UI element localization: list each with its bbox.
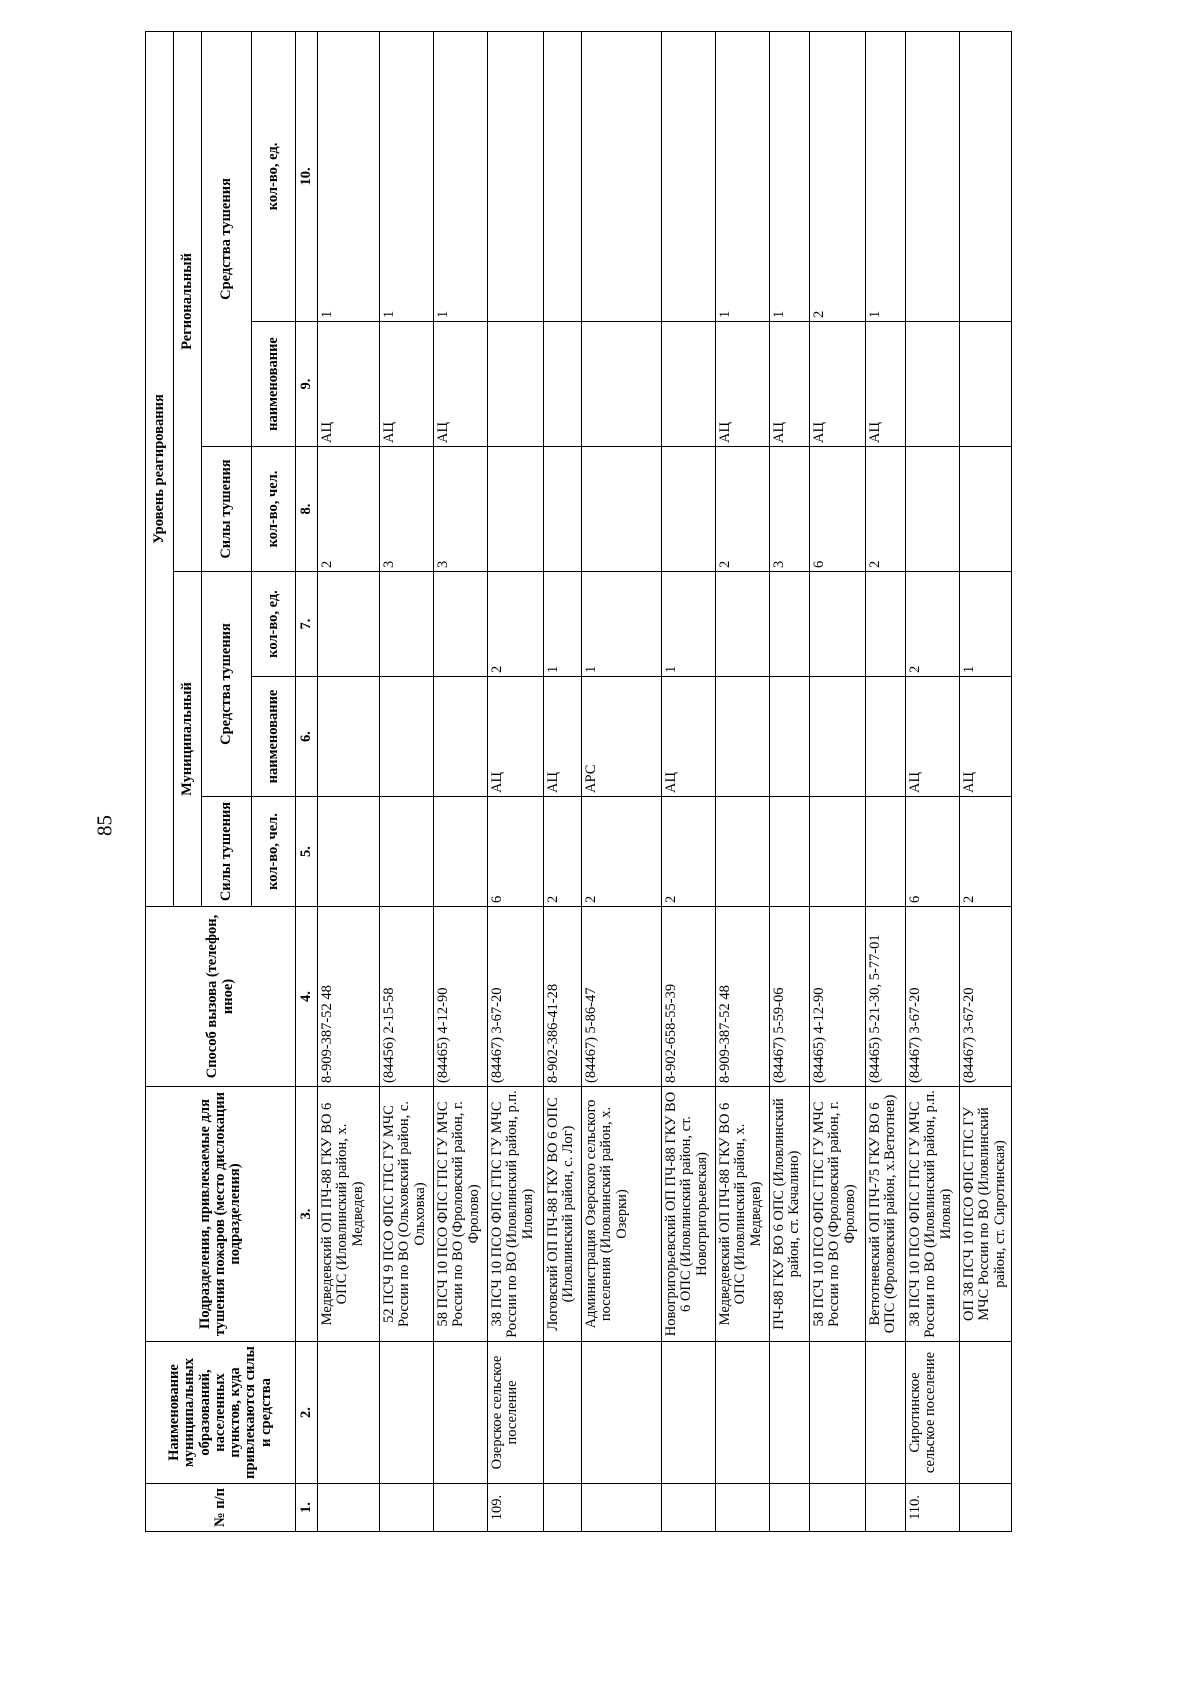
regional-means-name: АЦ (810, 322, 866, 447)
municipal-means-name: АЦ (662, 677, 716, 797)
table-row (906, 31, 960, 1531)
call-phone: (84467) 5-59-06 (770, 907, 810, 1087)
regional-means-name: АЦ (770, 322, 810, 447)
regional-forces (582, 447, 662, 572)
call-phone: (84465) 5-21-30, 5-77-01 (866, 907, 906, 1087)
row-number (866, 1484, 906, 1532)
municipal-means-name: АРС (582, 677, 662, 797)
unit-name: Администрация Озерского сельского поселения (Иловлинский район, х. Озерки) (582, 1087, 662, 1342)
municipal-forces (318, 797, 380, 907)
table-row (488, 31, 544, 1531)
regional-means-count (662, 31, 716, 321)
regional-means-count: 1 (318, 31, 380, 321)
regional-means-name: АЦ (380, 322, 434, 447)
table-body (318, 31, 1012, 1531)
col-number: 5. (296, 797, 318, 907)
header-regional-means: Средства тушения (202, 31, 252, 446)
row-number (662, 1484, 716, 1532)
regional-means-name (906, 322, 960, 447)
municipal-means-name (318, 677, 380, 797)
municipality-name (716, 1342, 770, 1484)
row-number: 110. (906, 1484, 960, 1532)
regional-means-count (544, 31, 582, 321)
table-row (582, 31, 662, 1531)
municipal-forces (716, 797, 770, 907)
table-row (544, 31, 582, 1531)
page-number: 85 (92, 815, 117, 836)
header-municipality: Наименование муниципальных образований, населенных пунктов, куда привлекаются силы и средства (146, 1342, 296, 1484)
call-phone: (84465) 4-12-90 (810, 907, 866, 1087)
unit-name: 38 ПСЧ 10 ПСО ФПС ГПС ГУ МЧС России по ВО (Иловлинский район, р.п. Иловля) (488, 1087, 544, 1342)
call-phone: 8-909-387-52 48 (716, 907, 770, 1087)
col-number: 4. (296, 907, 318, 1087)
municipal-means-name: АЦ (960, 677, 1012, 797)
header-regional-forces: Силы тушения (202, 447, 252, 572)
municipality-name (318, 1342, 380, 1484)
unit-name: 52 ПСЧ 9 ПСО ФПС ГПС ГУ МЧС России по ВО (Ольховский район, с. Ольховка) (380, 1087, 434, 1342)
unit-name: 58 ПСЧ 10 ПСО ФПС ГПС ГУ МЧС России по ВО (Фроловский район, г. Фролово) (434, 1087, 488, 1342)
regional-means-name: АЦ (716, 322, 770, 447)
municipality-name (380, 1342, 434, 1484)
regional-means-name: АЦ (434, 322, 488, 447)
municipal-means-count (866, 572, 906, 677)
municipal-means-count: 1 (662, 572, 716, 677)
regional-means-count: 1 (716, 31, 770, 321)
header-call: Способ вызова (телефон, иное) (146, 907, 296, 1087)
regional-forces (662, 447, 716, 572)
response-table (145, 31, 1012, 1532)
municipal-means-count: 1 (960, 572, 1012, 677)
table-row (662, 31, 716, 1531)
row-number (318, 1484, 380, 1532)
regional-means-count: 2 (810, 31, 866, 321)
col-number: 2. (296, 1342, 318, 1484)
col-number: 6. (296, 677, 318, 797)
header-regional: Региональный (174, 31, 202, 571)
municipal-means-name: АЦ (488, 677, 544, 797)
regional-means-count (906, 31, 960, 321)
municipal-forces: 2 (582, 797, 662, 907)
regional-forces: 6 (810, 447, 866, 572)
regional-forces (544, 447, 582, 572)
row-number (810, 1484, 866, 1532)
municipal-forces: 2 (662, 797, 716, 907)
unit-name: 58 ПСЧ 10 ПСО ФПС ГПС ГУ МЧС России по ВО (Фроловский район, г. Фролово) (810, 1087, 866, 1342)
municipal-means-name (770, 677, 810, 797)
header-m-name: наименование (252, 677, 296, 797)
municipal-forces: 6 (488, 797, 544, 907)
municipality-name (582, 1342, 662, 1484)
municipal-means-count: 1 (582, 572, 662, 677)
call-phone: (84467) 3-67-20 (906, 907, 960, 1087)
municipality-name (960, 1342, 1012, 1484)
header-units: Подразделения, привлекаемые для тушения пожаров (место дислокации подразделения) (146, 1087, 296, 1342)
regional-forces (960, 447, 1012, 572)
regional-means-count: 1 (866, 31, 906, 321)
unit-name: Медведевский ОП ПЧ-88 ГКУ ВО 6 ОПС (Иловлинский район, х. Медведев) (318, 1087, 380, 1342)
municipality-name: Сиротинское сельское поселение (906, 1342, 960, 1484)
regional-forces: 3 (770, 447, 810, 572)
municipal-forces: 6 (906, 797, 960, 907)
regional-means-count (488, 31, 544, 321)
row-number (380, 1484, 434, 1532)
call-phone: 8-902-386-41-28 (544, 907, 582, 1087)
municipality-name: Озерское сельское поселение (488, 1342, 544, 1484)
regional-forces: 2 (866, 447, 906, 572)
municipal-means-name: АЦ (906, 677, 960, 797)
col-number: 10. (296, 31, 318, 321)
unit-name: ОП 38 ПСЧ 10 ПСО ФПС ГПС ГУ МЧС России по ВО (Иловлинский район, ст. Сиротинская) (960, 1087, 1012, 1342)
row-number (544, 1484, 582, 1532)
call-phone: 8-902-658-55-39 (662, 907, 716, 1087)
regional-means-name (544, 322, 582, 447)
header-level: Уровень реагирования (146, 31, 174, 906)
call-phone: (84467) 5-86-47 (582, 907, 662, 1087)
header-r-name: наименование (252, 322, 296, 447)
municipal-forces (380, 797, 434, 907)
municipality-name (544, 1342, 582, 1484)
header-municipal: Муниципальный (174, 572, 202, 907)
call-phone: (84456) 2-15-58 (380, 907, 434, 1087)
municipal-means-count (318, 572, 380, 677)
table-row (960, 31, 1012, 1531)
table-row (318, 31, 380, 1531)
row-number (770, 1484, 810, 1532)
municipal-forces: 2 (960, 797, 1012, 907)
col-number: 7. (296, 572, 318, 677)
unit-name: 38 ПСЧ 10 ПСО ФПС ГПС ГУ МЧС России по ВО (Иловлинский район, р.п. Иловля) (906, 1087, 960, 1342)
col-number: 1. (296, 1484, 318, 1532)
municipal-means-name: АЦ (544, 677, 582, 797)
municipal-means-count: 2 (906, 572, 960, 677)
municipal-means-count (770, 572, 810, 677)
col-number: 9. (296, 322, 318, 447)
municipal-means-count (380, 572, 434, 677)
row-number (582, 1484, 662, 1532)
regional-forces (488, 447, 544, 572)
regional-forces: 2 (716, 447, 770, 572)
col-number: 3. (296, 1087, 318, 1342)
municipal-means-name (380, 677, 434, 797)
municipality-name (866, 1342, 906, 1484)
municipal-means-name (434, 677, 488, 797)
call-phone: (84465) 4-12-90 (434, 907, 488, 1087)
municipal-means-name (716, 677, 770, 797)
row-number (960, 1484, 1012, 1532)
municipality-name (434, 1342, 488, 1484)
unit-name: Логовский ОП ПЧ-88 ГКУ ВО 6 ОПС (Иловлинский район, с. Лог) (544, 1087, 582, 1342)
regional-forces: 3 (434, 447, 488, 572)
regional-means-count: 1 (380, 31, 434, 321)
unit-name: Новогригорьевский ОП ПЧ-88 ГКУ ВО 6 ОПС (Иловлинский район, ст. Новогригорьевская) (662, 1087, 716, 1342)
regional-means-name: АЦ (866, 322, 906, 447)
table-row (380, 31, 434, 1531)
municipal-means-count: 2 (488, 572, 544, 677)
col-number: 8. (296, 447, 318, 572)
regional-means-count (960, 31, 1012, 321)
municipal-forces (810, 797, 866, 907)
regional-means-count (582, 31, 662, 321)
header-municipal-forces: Силы тушения (202, 797, 252, 907)
table-row (866, 31, 906, 1531)
call-phone: (84467) 3-67-20 (488, 907, 544, 1087)
call-phone: (84467) 3-67-20 (960, 907, 1012, 1087)
municipal-means-count (434, 572, 488, 677)
call-phone: 8-909-387-52 48 (318, 907, 380, 1087)
row-number: 109. (488, 1484, 544, 1532)
rotated-table-sheet (145, 32, 1115, 1532)
table-row (770, 31, 810, 1531)
municipal-means-name (866, 677, 906, 797)
header-municipal-means: Средства тушения (202, 572, 252, 797)
municipal-forces: 2 (544, 797, 582, 907)
unit-name: Ветютневский ОП ПЧ-75 ГКУ ВО 6 ОПС (Фроловский район, х.Ветютнев) (866, 1087, 906, 1342)
header-r-count-people: кол-во, чел. (252, 447, 296, 572)
municipality-name (662, 1342, 716, 1484)
municipal-forces (434, 797, 488, 907)
regional-forces (906, 447, 960, 572)
regional-means-count: 1 (434, 31, 488, 321)
regional-means-name (662, 322, 716, 447)
municipal-means-name (810, 677, 866, 797)
regional-means-name (582, 322, 662, 447)
unit-name: Медведевский ОП ПЧ-88 ГКУ ВО 6 ОПС (Иловлинский район, х. Медведев) (716, 1087, 770, 1342)
municipality-name (810, 1342, 866, 1484)
regional-means-name: АЦ (318, 322, 380, 447)
municipal-means-count: 1 (544, 572, 582, 677)
table-row (810, 31, 866, 1531)
municipal-means-count (810, 572, 866, 677)
regional-means-name (488, 322, 544, 447)
header-no: № п/п (146, 1484, 296, 1532)
table-row (434, 31, 488, 1531)
header-r-count-units: кол-во, ед. (252, 31, 296, 321)
header-m-count-people: кол-во, чел. (252, 797, 296, 907)
unit-name: ПЧ-88 ГКУ ВО 6 ОПС (Иловлинский район, ст. Качалино) (770, 1087, 810, 1342)
regional-means-count: 1 (770, 31, 810, 321)
regional-means-name (960, 322, 1012, 447)
row-number (716, 1484, 770, 1532)
municipal-forces (866, 797, 906, 907)
header-m-count-units: кол-во, ед. (252, 572, 296, 677)
municipality-name (770, 1342, 810, 1484)
regional-forces: 2 (318, 447, 380, 572)
regional-forces: 3 (380, 447, 434, 572)
row-number (434, 1484, 488, 1532)
municipal-forces (770, 797, 810, 907)
table-row (716, 31, 770, 1531)
municipal-means-count (716, 572, 770, 677)
